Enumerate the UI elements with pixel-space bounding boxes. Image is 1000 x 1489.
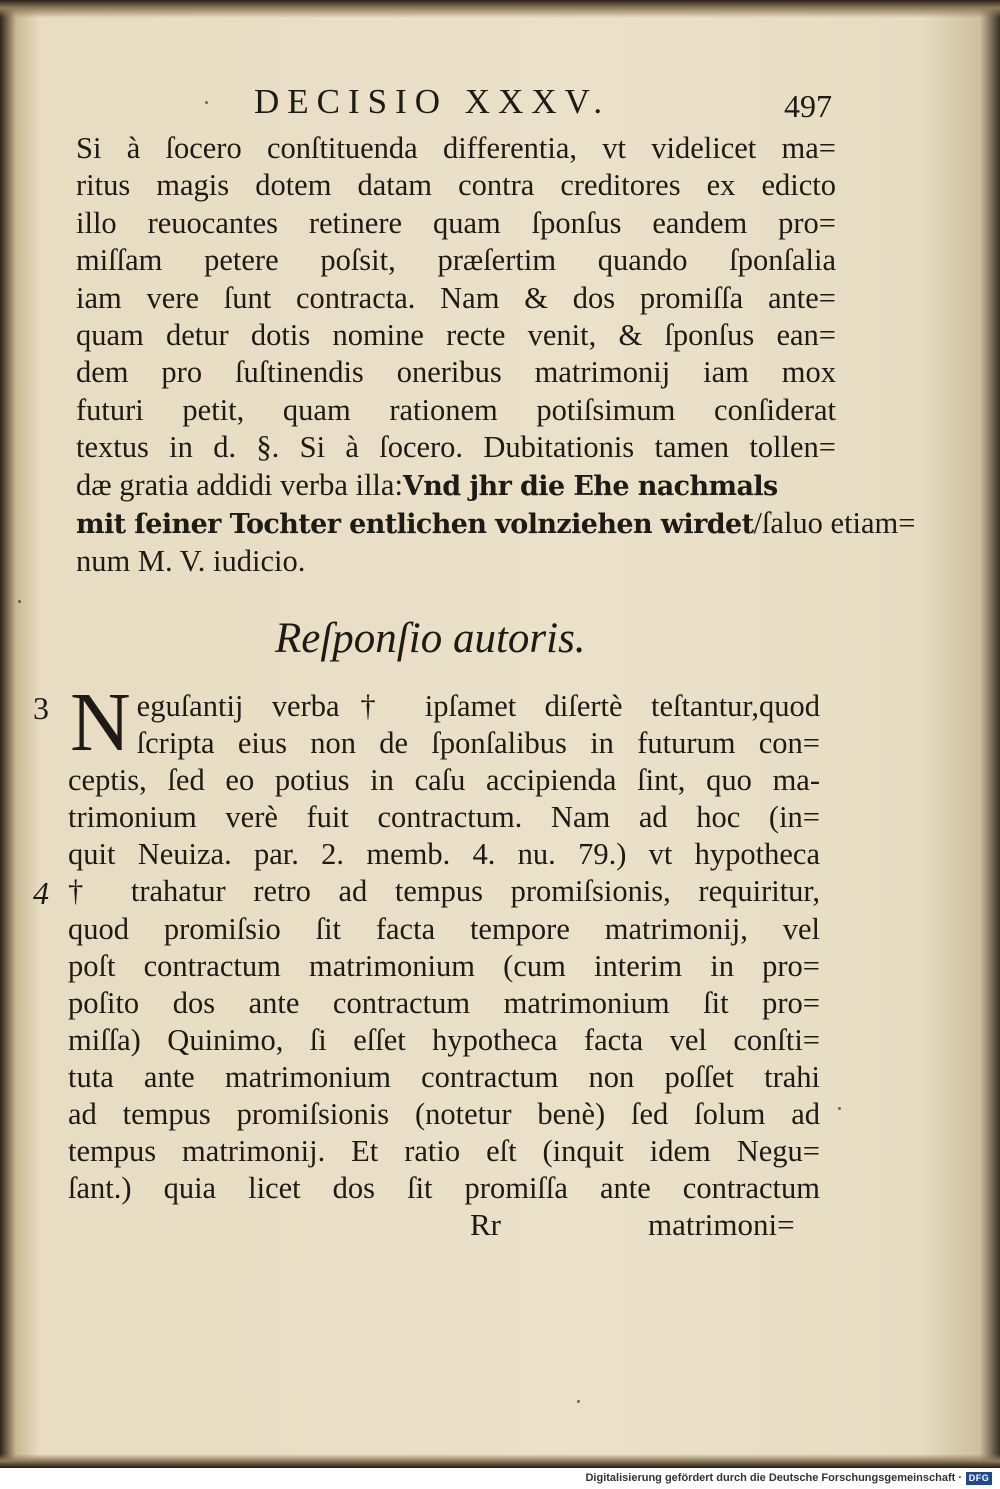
text-line: quit Neuiza. par. 2. memb. 4. nu. 79.) vt hypotheca bbox=[68, 837, 820, 872]
text-line: illo reuocantes retinere quam ſponſus eandem pro= bbox=[76, 205, 836, 240]
text-line: tuta ante matrimonium contractum non poſſet trahi bbox=[68, 1059, 820, 1094]
funding-credit: Digitalisierung gefördert durch die Deutsche Forschungsgemeinschaft · bbox=[585, 1472, 962, 1484]
text-line: trimonium verè fuit contractum. Nam ad hoc (in= bbox=[68, 800, 820, 835]
ink-speck bbox=[838, 1107, 841, 1110]
paragraph-1 bbox=[76, 130, 916, 581]
text-line: ſant.) quia licet dos ſit promiſſa ante contractum bbox=[68, 1171, 820, 1206]
ink-speck bbox=[577, 1400, 580, 1403]
dfg-logo: DFG bbox=[966, 1472, 992, 1485]
ink-speck bbox=[205, 101, 208, 104]
text-line: poſito dos ante contractum matrimonium ſit pro= bbox=[68, 985, 820, 1020]
text-line: ſcripta eius non de ſponſalibus in futurum con= bbox=[136, 726, 820, 761]
text-line: tempus matrimonij. Et ratio eſt (inquit idem Negu= bbox=[68, 1134, 820, 1169]
text-line: quod promiſsio ſit facta tempore matrimonij, vel bbox=[68, 911, 820, 946]
text-line: Si à ſocero conſtituenda differentia, vt videlicet ma= bbox=[76, 131, 836, 165]
latin-text: /ſaluo etiam= bbox=[753, 506, 916, 541]
text-line: iam vere ſunt contracta. Nam & dos promiſſa ante= bbox=[76, 280, 836, 315]
text-line-mixed bbox=[76, 467, 836, 505]
text-line: poſt contractum matrimonium (cum interim in pro= bbox=[68, 948, 820, 983]
drop-capital: N bbox=[70, 676, 131, 769]
text-line: ceptis, ſed eo potius in caſu accipienda ſint, quo ma- bbox=[68, 763, 820, 798]
digitization-footer bbox=[0, 1468, 1000, 1489]
text-line: dem pro ſuſtinendis oneribus matrimonij iam mox bbox=[76, 355, 836, 390]
section-heading: Reſponſio autoris. bbox=[275, 615, 586, 662]
text-line: quam detur dotis nomine recte venit, & ſponſus ean= bbox=[76, 318, 836, 353]
marginal-note-3: 3 bbox=[33, 690, 49, 726]
german-blackletter-phrase: mit ſeiner Tochter entlichen volnziehen wirdet bbox=[76, 509, 754, 541]
catchword: matrimoni= bbox=[648, 1207, 795, 1242]
folio-number: 497 bbox=[784, 88, 832, 124]
text-line: eguſantij verba† ipſamet diſertè teſtantur,quod bbox=[136, 689, 820, 723]
running-title: DECISIO XXXV. bbox=[254, 82, 611, 121]
signature-mark: Rr bbox=[470, 1207, 501, 1242]
text-line: ad tempus promiſsionis (notetur benè) ſed ſolum ad bbox=[68, 1097, 820, 1132]
latin-text: dæ gratia addidi verba illa: bbox=[76, 467, 403, 502]
text-line: futuri petit, quam rationem potiſsimum conſiderat bbox=[76, 392, 836, 427]
text-line-mixed bbox=[76, 505, 916, 543]
text-line: miſſa) Quinimo, ſi eſſet hypotheca facta vel conſti= bbox=[68, 1022, 820, 1057]
text-line: † trahatur retro ad tempus promiſsionis, requiritur, bbox=[68, 874, 820, 909]
marginal-note-4: 4 bbox=[33, 875, 49, 911]
text-line: textus in d. §. Si à ſocero. Dubitationis tamen tollen= bbox=[76, 430, 836, 465]
text-line: miſſam petere poſsit, præſertim quando ſponſalia bbox=[76, 243, 836, 278]
paragraph-2 bbox=[68, 676, 820, 1207]
text-line: ritus magis dotem datam contra creditores ex edicto bbox=[76, 168, 836, 203]
ink-speck bbox=[18, 600, 21, 603]
text-line: num M. V. iudicio. bbox=[76, 544, 306, 579]
german-blackletter-phrase: Vnd jhr die Ehe nachmals bbox=[402, 470, 778, 502]
